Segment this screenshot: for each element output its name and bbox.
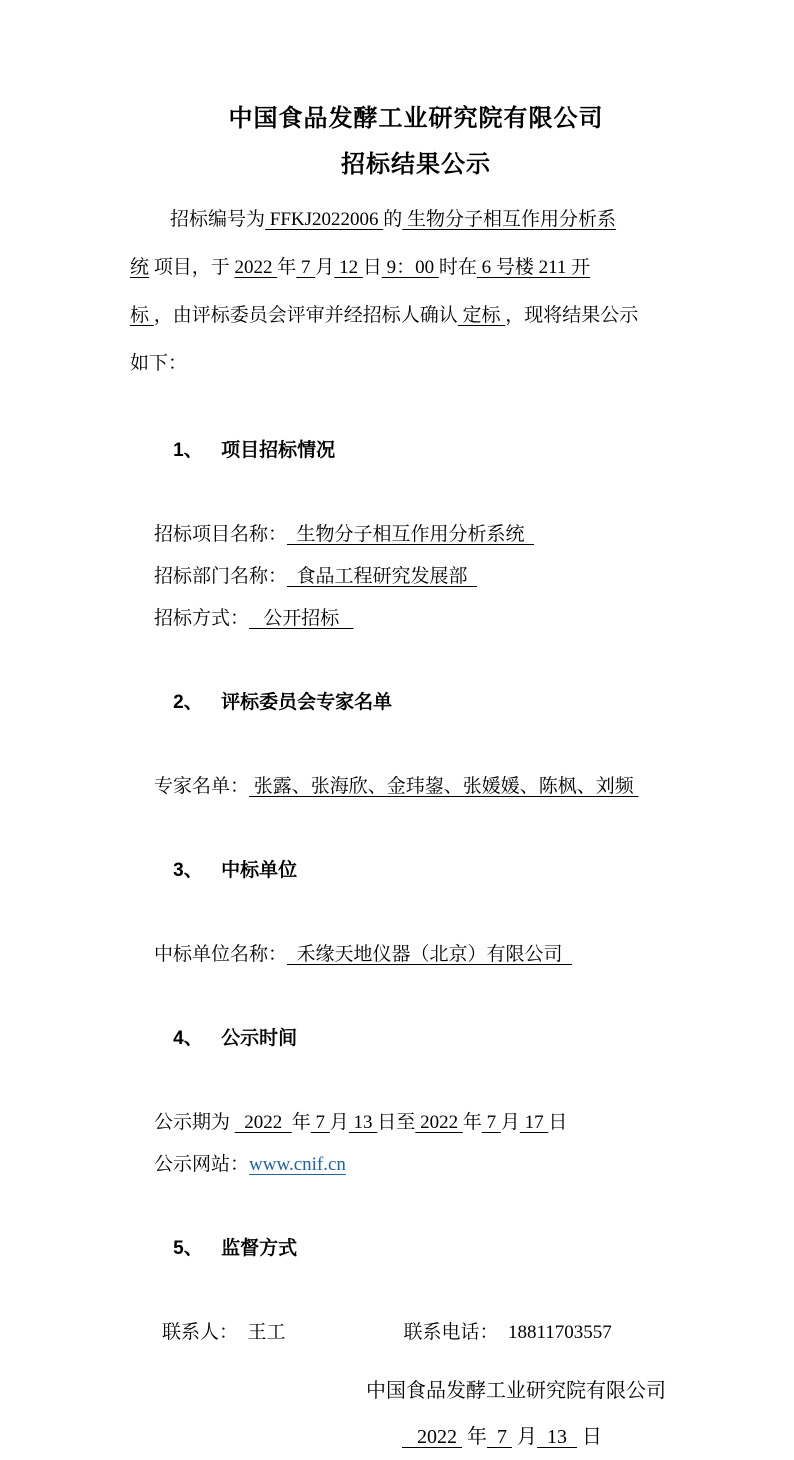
intro-text: 月: [315, 257, 335, 278]
field-text: 日: [548, 1112, 568, 1133]
experts-row: [154, 766, 702, 808]
document-subtitle: 招标结果公示: [341, 151, 491, 178]
method-row: [154, 598, 702, 640]
intro-line-1: [130, 196, 702, 244]
intro-text: 如下：: [130, 353, 188, 374]
field-label-project-name: 招标项目名称：: [154, 524, 288, 545]
department-row: [154, 556, 702, 598]
period-end-year: 2022: [415, 1112, 463, 1133]
section-number: 1、: [173, 440, 203, 461]
winner-row: [154, 934, 702, 976]
footer-date: [130, 1414, 702, 1460]
section-5-heading: [152, 1186, 702, 1312]
intro-text: 的: [383, 209, 403, 230]
field-label-website: 公示网站：: [154, 1154, 250, 1175]
intro-text: 项目，于: [149, 257, 235, 278]
section-title: 项目招标情况: [221, 440, 336, 461]
section-2-heading: [152, 640, 702, 766]
sign-day: 13: [537, 1426, 577, 1448]
document-title: 中国食品发酵工业研究院有限公司: [228, 105, 604, 132]
field-label-winner: 中标单位名称：: [154, 944, 288, 965]
section-number: 4、: [173, 1028, 203, 1049]
intro-line-2: [130, 244, 702, 292]
section-number: 2、: [173, 692, 203, 713]
footer-text: 年: [462, 1426, 487, 1448]
period-end-day: 17: [519, 1112, 549, 1133]
confirm-method: 定标: [457, 305, 506, 326]
field-text: 年: [291, 1112, 311, 1133]
field-label-method: 招标方式：: [154, 608, 250, 629]
field-text: 月: [329, 1112, 349, 1133]
project-name-blank: 统: [130, 257, 150, 278]
section-title: 监督方式: [221, 1238, 298, 1259]
sign-year: 2022: [402, 1426, 462, 1448]
open-time: 9：00: [381, 257, 439, 278]
section-4-heading: [152, 976, 702, 1102]
contact-phone: 联系电话： 18811703557: [403, 1322, 612, 1343]
website-row: [154, 1144, 702, 1186]
intro-text: 时在: [438, 257, 477, 278]
bid-number: FFKJ2022006: [265, 209, 384, 230]
period-start-day: 13: [348, 1112, 378, 1133]
period-start-year: 2022: [234, 1112, 292, 1133]
field-text: 月: [500, 1112, 520, 1133]
period-start-month: 7: [310, 1112, 330, 1133]
footer-text: 日: [577, 1426, 602, 1448]
contact-person: 联系人： 王工: [162, 1322, 286, 1343]
sign-month: 7: [487, 1426, 512, 1448]
field-value-department: 食品工程研究发展部: [287, 566, 478, 587]
field-value-method: 公开招标: [249, 608, 354, 629]
period-end-month: 7: [481, 1112, 501, 1133]
intro-text: ，由评标委员会评审并经招标人确认: [153, 305, 458, 326]
open-month: 7: [296, 257, 316, 278]
section-3-heading: [152, 808, 702, 934]
field-label-period: 公示期为: [154, 1112, 235, 1133]
field-text: 日至: [377, 1112, 416, 1133]
open-day: 12: [334, 257, 363, 278]
publicity-period-row: [154, 1102, 702, 1144]
open-location: 标: [130, 305, 154, 326]
open-location: 6 号楼 211 开: [476, 257, 591, 278]
open-year: 2022: [234, 257, 278, 278]
project-name-blank: 生物分子相互作用分析系: [402, 209, 617, 230]
section-title: 评标委员会专家名单: [221, 692, 393, 713]
section-number: 5、: [173, 1238, 203, 1259]
field-value-project-name: 生物分子相互作用分析系统: [287, 524, 535, 545]
signature-block: [130, 1368, 702, 1460]
field-value-winner: 禾缘天地仪器（北京）有限公司: [287, 944, 573, 965]
footer-company: 中国食品发酵工业研究院有限公司: [366, 1380, 666, 1402]
field-value-experts: 张露、张海欣、金玮鋆、张媛媛、陈枫、刘频: [249, 776, 639, 797]
intro-line-3: [130, 292, 702, 340]
contact-row: [162, 1312, 702, 1354]
project-name-row: [154, 514, 702, 556]
section-title: 公示时间: [221, 1028, 298, 1049]
field-text: 年: [462, 1112, 482, 1133]
intro-text: 日: [362, 257, 382, 278]
section-1-heading: [152, 388, 702, 514]
field-label-department: 招标部门名称：: [154, 566, 288, 587]
intro-text: 招标编号为: [170, 209, 266, 230]
section-title: 中标单位: [221, 860, 298, 881]
intro-text: 年: [277, 257, 297, 278]
footer-text: 月: [512, 1426, 537, 1448]
field-label-experts: 专家名单：: [154, 776, 250, 797]
intro-text: ，现将结果公示: [505, 305, 639, 326]
section-number: 3、: [173, 860, 203, 881]
website-link[interactable]: www.cnif.cn: [249, 1154, 346, 1175]
intro-paragraph: [130, 196, 702, 388]
intro-line-4: [130, 340, 702, 388]
